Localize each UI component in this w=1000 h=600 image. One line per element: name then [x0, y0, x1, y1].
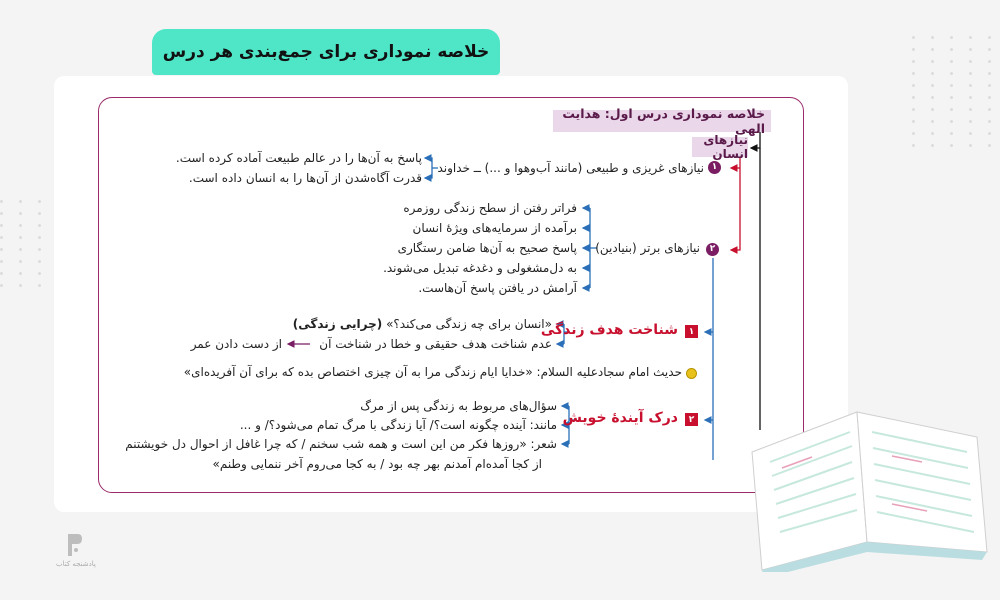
- future-item-2: مانند: آینده چگونه است؟/ آیا زندگی با مرگ تمام می‌شود؟/ و ...: [239, 418, 557, 432]
- need2-item-3: پاسخ صحیح به آن‌ها ضامن رستگاری: [397, 241, 577, 255]
- goal-question-1-text: «انسان برای چه زندگی می‌کند؟»: [386, 317, 552, 331]
- goal-question-1: [293, 316, 552, 332]
- goal-number: ۱: [685, 325, 698, 338]
- need2-item-2: برآمده از سرمایه‌های ویژهٔ انسان: [412, 221, 577, 235]
- need1-label: نیازهای غریزی و طبیعی (مانند آب‌وهوا و ...) ــ خداوند: [437, 161, 704, 175]
- future-item-1: سؤال‌های مربوط به زندگی پس از مرگ: [360, 399, 557, 413]
- goal-result: از دست دادن عمر: [190, 337, 282, 351]
- need2-number: ۲: [706, 243, 719, 256]
- root-node: نیازهای انسان: [692, 137, 748, 157]
- need2-item-4: به دل‌مشغولی و دغدغه تبدیل می‌شوند.: [383, 261, 577, 275]
- need2-item-5: آرامش در یافتن پاسخ آن‌هاست.: [418, 281, 577, 295]
- hadith-text: حدیث امام سجادعليه السلام: «خدایا ایام زندگی مرا به آن چیزی اختصاص بده که برای آن آفریده‌ای»: [183, 365, 682, 379]
- header-title: خلاصه نموداری برای جمع‌بندی هر درس: [152, 29, 500, 75]
- decor-dots-right: [912, 36, 1000, 147]
- need2-item-1: فراتر رفتن از سطح زندگی روزمره: [403, 201, 577, 215]
- hadith-bullet-icon: [686, 368, 697, 379]
- goal-question-2: عدم شناخت هدف حقیقی و خطا در شناخت آن: [319, 337, 552, 351]
- need2-label: نیازهای برتر (بنیادین): [595, 241, 700, 255]
- need1-number: ۱: [708, 161, 721, 174]
- brand-logo-text: پادشنجه کتاب: [56, 560, 96, 568]
- goal-question-1-bold: (چرایی زندگی): [292, 317, 383, 331]
- future-item-3: شعر: «روزها فکر من این است و همه شب سخنم / که چرا غافل از احوال دل خویشتنم: [125, 437, 557, 451]
- future-label: درک آیندهٔ خویش: [562, 410, 678, 426]
- need1-item-1: پاسخ به آن‌ها را در عالم طبیعت آماده کرده است.: [175, 151, 422, 165]
- goal-label: شناخت هدف زندگی: [540, 322, 678, 338]
- future-poem-line-2: از کجا آمده‌ام آمدنم بهر چه بود / به کجا می‌روم آخر ننمایی وطنم»: [212, 457, 542, 471]
- brand-logo-icon: [62, 530, 86, 560]
- diagram-title: خلاصه نموداری درس اول: هدایت الهی: [553, 110, 771, 132]
- decor-dots-left: [0, 200, 48, 287]
- future-number: ۲: [685, 413, 698, 426]
- need1-item-2: قدرت آگاه‌شدن از آن‌ها را به انسان داده است.: [188, 171, 422, 185]
- open-book-illustration: [742, 392, 992, 572]
